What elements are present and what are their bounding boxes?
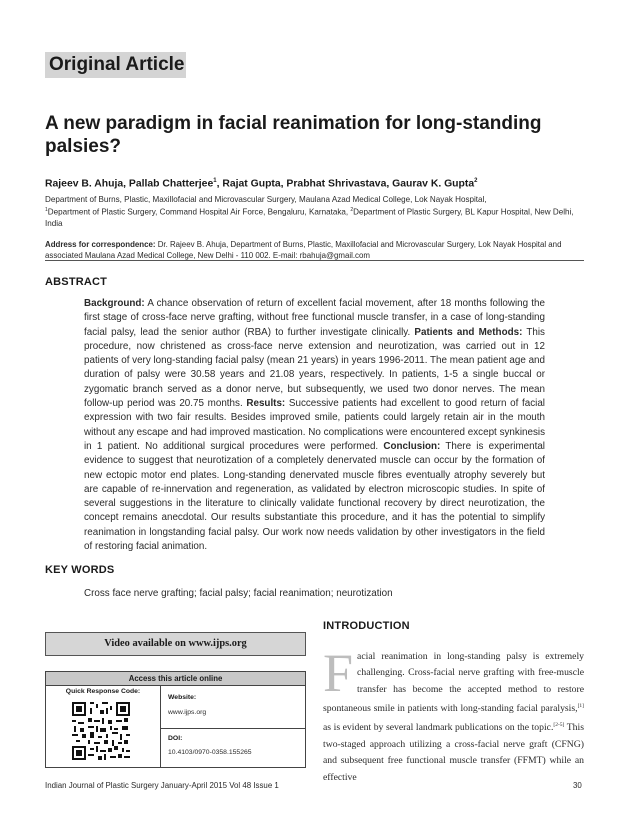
article-title: A new paradigm in facial reanimation for long-standing palsies? bbox=[45, 113, 542, 157]
citation-ref[interactable]: [2-5] bbox=[553, 722, 565, 729]
introduction-text: This two-staged approach utilizing a cross-facial nerve graft (CFNG) and subsequent free functional muscle transfer (FFMT) while an effective bbox=[323, 722, 584, 783]
affiliation-line: Department of Plastic Surgery, BL Kapur Hospital, New Delhi, India bbox=[45, 207, 574, 229]
correspondence-text: Dr. Rajeev B. Ahuja, Department of Burns, Plastic, Maxillofacial and Microvascular Surgery, Lok Nayak Hospital and associated Maulana Azad Medical College, New Delhi - 110 002. E-mail: rbahuja@gmail.com bbox=[45, 240, 562, 260]
keywords-text: Cross face nerve grafting; facial palsy; facial reanimation; neurotization bbox=[84, 588, 393, 599]
introduction-body bbox=[323, 643, 584, 786]
abstract-methods-label: Patients and Methods: bbox=[414, 326, 523, 338]
website-link[interactable]: www.ijps.org bbox=[168, 709, 207, 716]
abstract-background-label: Background: bbox=[84, 298, 145, 309]
access-online-box bbox=[45, 671, 306, 768]
introduction-heading: INTRODUCTION bbox=[323, 620, 410, 632]
website-label: Website: bbox=[168, 694, 197, 701]
author-name: , Rajat Gupta, Prabhat Shrivastava, Gaurav K. Gupta bbox=[216, 178, 475, 190]
abstract-methods-text: This procedure, now christened as cross-face nerve extension and neurotization, was carried out in 12 patients of very long-standing facial palsy (mean 21 years) in years 1996-2011. The mean patient age and duration of palsy were 30.58 years and 21.08 years, respectively. In patients, 1-5 a single buccal or zygomatic branch served as a donor nerve, but subsequently, we used two donor nerves. The mean follow-up period was 20.75 months. bbox=[84, 326, 545, 410]
affiliation-marker: 1 bbox=[213, 178, 217, 184]
author-list bbox=[45, 178, 477, 189]
article-type-label: Original Article bbox=[45, 52, 186, 78]
introduction-text: acial reanimation in long-standing palsy is extremely challenging. Cross-facial nerve grafting with free-muscle transfer has become the accepted method to restore spontaneous smile in patients with long-standing facial paralysis, bbox=[323, 651, 584, 715]
doi-link[interactable]: 10.4103/0970-0358.155265 bbox=[168, 749, 252, 756]
qr-code-label: Quick Response Code: bbox=[65, 688, 141, 695]
introduction-text: as is evident by several landmark publications on the topic. bbox=[323, 722, 554, 734]
correspondence bbox=[45, 239, 585, 261]
author-name: Rajeev B. Ahuja, bbox=[45, 178, 129, 190]
header-divider bbox=[45, 260, 584, 261]
abstract-results-label: Results: bbox=[246, 398, 286, 410]
abstract-background-text: A chance observation of return of excellent facial movement, after 18 months following the first stage of cross-face nerve grafting, without free functional muscle transfer, in a case of long-standing facial palsy, lead the senior author (RBA) to further investigate clinically. bbox=[84, 298, 545, 338]
affiliations bbox=[45, 194, 585, 229]
page-number: 30 bbox=[573, 781, 582, 790]
affiliation-marker: 1 bbox=[45, 207, 48, 214]
abstract-conclusion-label: Conclusion: bbox=[383, 440, 441, 452]
correspondence-label: Address for correspondence: bbox=[45, 240, 156, 249]
author-name: Pallab Chatterjee bbox=[128, 178, 214, 190]
drop-cap: F bbox=[323, 643, 354, 703]
citation-ref[interactable]: [1] bbox=[577, 702, 584, 709]
affiliation-marker: 2 bbox=[350, 207, 354, 214]
journal-footer: Indian Journal of Plastic Surgery January-April 2015 Vol 48 Issue 1 bbox=[45, 781, 279, 790]
affiliation-line: Department of Burns, Plastic, Maxillofacial and Microvascular Surgery, Maulana Azad Medical College, Lok Nayak Hospital, bbox=[45, 195, 487, 204]
qr-code-cell bbox=[46, 686, 161, 767]
abstract-conclusion-text: There is experimental evidence to suggest that neurotization of a completely denervated muscle can occur by the formation of new ectopic motor end plates. Long-standing denervated muscle fibres eventually atrophy severely but are capable of re-innervation and regeneration, as validated by electron microscopic studies. In spite of several suggestions in the literature to clinically validate functional recovery by direct neurotization, the concept remains anecdotal. Our results substantiate this procedure, and it has the potential to simplify reanimation in longstanding facial palsy. Our work now needs validation by other investigators in the field of restoring facial animation. bbox=[84, 440, 545, 553]
doi-label: DOI: bbox=[168, 735, 183, 742]
abstract-heading: ABSTRACT bbox=[45, 276, 108, 288]
video-availability-banner[interactable]: Video available on www.ijps.org bbox=[45, 632, 306, 656]
abstract-results-text: Successive patients had excellent to good return of facial expression with two fair results. Besides improved smile, patients could largely retain air in the mouth without any escape and had improved mastication. No complications were encountered except synkinesis in 1 patient. No additional surgical procedures were performed. bbox=[84, 398, 545, 452]
abstract-body bbox=[84, 297, 545, 554]
affiliation-line: Department of Plastic Surgery, Command Hospital Air Force, Bengaluru, Karnataka, bbox=[47, 207, 351, 217]
affiliation-marker: 2 bbox=[474, 178, 478, 184]
access-box-divider bbox=[161, 728, 305, 729]
access-online-heading: Access this article online bbox=[46, 672, 305, 686]
keywords-heading: KEY WORDS bbox=[45, 564, 115, 576]
qr-code-icon[interactable] bbox=[70, 700, 132, 762]
